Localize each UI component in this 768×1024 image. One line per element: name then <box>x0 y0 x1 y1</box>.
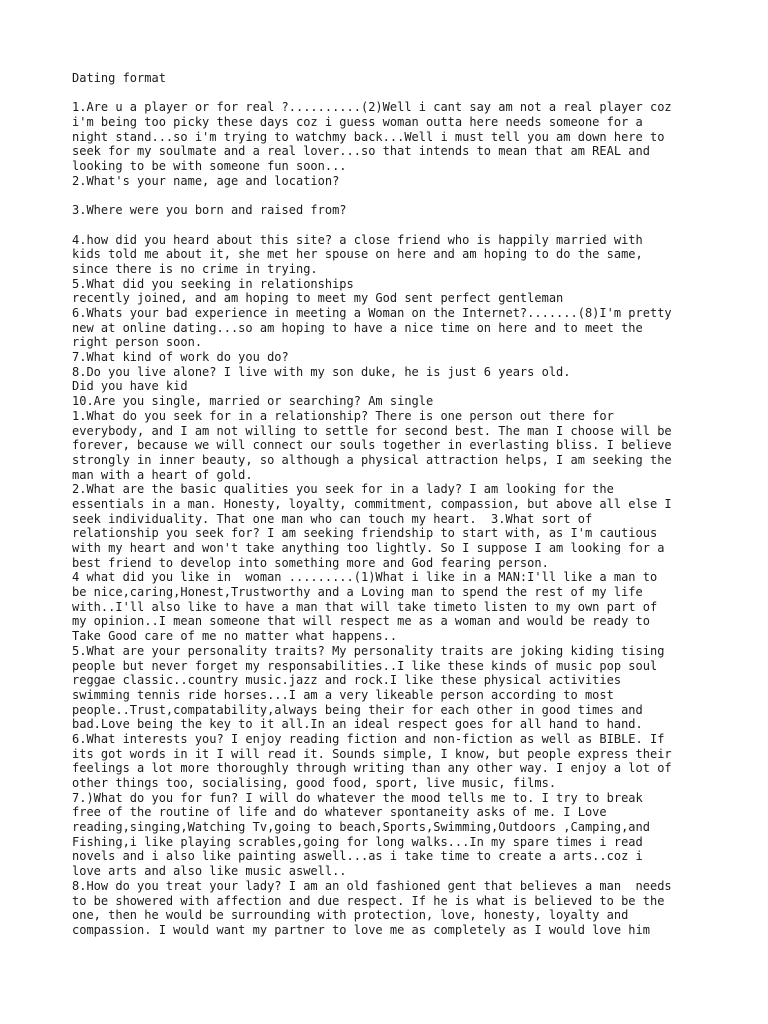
text-line: strongly in inner beauty, so although a physical attraction helps, I am seeking the <box>72 452 672 467</box>
text-line: looking to be with someone fun soon... <box>72 159 347 174</box>
text-line: bad.Love being the key to it all.In an ideal respect goes for all hand to hand. <box>72 717 643 732</box>
text-line: compassion. I would want my partner to love me as completely as I would love him <box>72 922 650 937</box>
text-line: 1.Are u a player or for real ?..........(2)Well i cant say am not a real player coz <box>72 100 672 115</box>
text-line: reggae classic..country music.jazz and rock.I like these physical activities <box>72 673 622 688</box>
text-line: Fishing,i like playing scrables,going for long walks...In my spare times i read <box>72 834 643 849</box>
text-line: 2.What's your name, age and location? <box>72 173 340 188</box>
text-line: to be showered with affection and due respect. If he is what is believed to be the <box>72 893 665 908</box>
text-line: relationship you seek for? I am seeking friendship to start with, as I'm cautious <box>72 526 658 541</box>
document-page <box>72 71 732 938</box>
text-line <box>72 218 732 233</box>
text-line <box>72 86 732 101</box>
text-line: one, then he would be surrounding with protection, love, honesty, loyalty and <box>72 908 629 923</box>
text-line: kids told me about it, she met her spouse on here and am hoping to do the same, <box>72 247 643 262</box>
text-line: 3.Where were you born and raised from? <box>72 203 347 218</box>
text-line: other things too, socialising, good food, sport, live music, films. <box>72 776 557 790</box>
text-line: be nice,caring,Honest,Trustworthy and a Loving man to spend the rest of my life <box>72 585 643 600</box>
text-line: 6.What interests you? I enjoy reading fiction and non-fiction as well as BIBLE. If <box>72 731 665 746</box>
text-line: i'm being too picky these days coz i guess woman outta here needs someone for a <box>72 115 643 130</box>
text-line: recently joined, and am hoping to meet my God sent perfect gentleman <box>72 291 564 306</box>
text-line <box>72 189 732 204</box>
text-line: 5.What are your personality traits? My personality traits are joking kiding tising <box>72 643 665 658</box>
text-line: 6.Whats your bad experience in meeting a Woman on the Internet?.......(8)I'm pretty <box>72 306 672 320</box>
text-line: 5.What did you seeking in relationships <box>72 276 354 291</box>
text-line: 10.Are you single, married or searching? Am single <box>72 394 434 409</box>
text-line: Take Good care of me no matter what happens.. <box>72 629 398 644</box>
document-title: Dating format <box>72 71 166 85</box>
text-line: reading,singing,Watching Tv,going to beach,Sports,Swimming,Outdoors ,Camping,and <box>72 820 650 835</box>
text-line: forever, because we will connect our souls together in everlasting bliss. I believe <box>72 438 672 453</box>
text-line: 8.Do you live alone? I live with my son duke, he is just 6 years old. <box>72 364 571 379</box>
text-line: 4.how did you heard about this site? a close friend who is happily married with <box>72 232 643 247</box>
text-line: 1.What do you seek for in a relationship? There is one person out there for <box>72 408 614 423</box>
text-line: my opinion..I mean someone that will respect me as a woman and would be ready to <box>72 614 650 629</box>
text-line: novels and i also like painting aswell...as i take time to create a arts..coz i <box>72 849 643 864</box>
text-line: 7.)What do you for fun? I will do whatever the mood tells me to. I try to break <box>72 790 643 805</box>
text-line: its got words in it I will read it. Sounds simple, I know, but people express their <box>72 746 672 761</box>
text-line: right person soon. <box>72 335 203 350</box>
text-line: swimming tennis ride horses...I am a very likeable person according to most <box>72 687 614 702</box>
text-line: seek individuality. That one man who can touch my heart. 3.What sort of <box>72 511 593 526</box>
text-line: best friend to develop into something more and God fearing person. <box>72 555 549 570</box>
text-line: Did you have kid <box>72 379 188 394</box>
text-line: essentials in a man. Honesty, loyalty, commitment, compassion, but above all else I <box>72 496 672 511</box>
text-line: people but never forget my responsabilities..I like these kinds of music pop soul <box>72 658 658 673</box>
text-line: people..Trust,compatability,always being their for each other in good times and <box>72 702 643 717</box>
text-line: love arts and also like music aswell.. <box>72 864 347 879</box>
text-line: feelings a lot more thoroughly through writing than any other way. I enjoy a lot of <box>72 761 672 776</box>
text-line: seek for my soulmate and a real lover...so that intends to mean that am REAL and <box>72 144 650 159</box>
text-line: free of the routine of life and do whatever spontaneity asks of me. I Love <box>72 805 607 820</box>
text-line: new at online dating...so am hoping to have a nice time on here and to meet the <box>72 320 643 335</box>
text-line: with..I'll also like to have a man that will take timeto listen to my own part of <box>72 599 658 614</box>
text-line: since there is no crime in trying. <box>72 261 318 276</box>
text-line: 7.What kind of work do you do? <box>72 350 289 365</box>
text-line: 8.How do you treat your lady? I am an old fashioned gent that believes a man needs <box>72 878 672 893</box>
text-line: 4 what did you like in woman .........(1)What i like in a MAN:I'll like a man to <box>72 570 658 585</box>
text-line: 2.What are the basic qualities you seek for in a lady? I am looking for the <box>72 482 614 497</box>
text-line: night stand...so i'm trying to watchmy back...Well i must tell you am down here to <box>72 129 665 144</box>
text-line: everybody, and I am not willing to settle for second best. The man I choose will be <box>72 423 672 438</box>
text-line: with my heart and won't take anything too lightly. So I suppose I am looking for a <box>72 541 665 555</box>
text-line: man with a heart of gold. <box>72 467 253 482</box>
